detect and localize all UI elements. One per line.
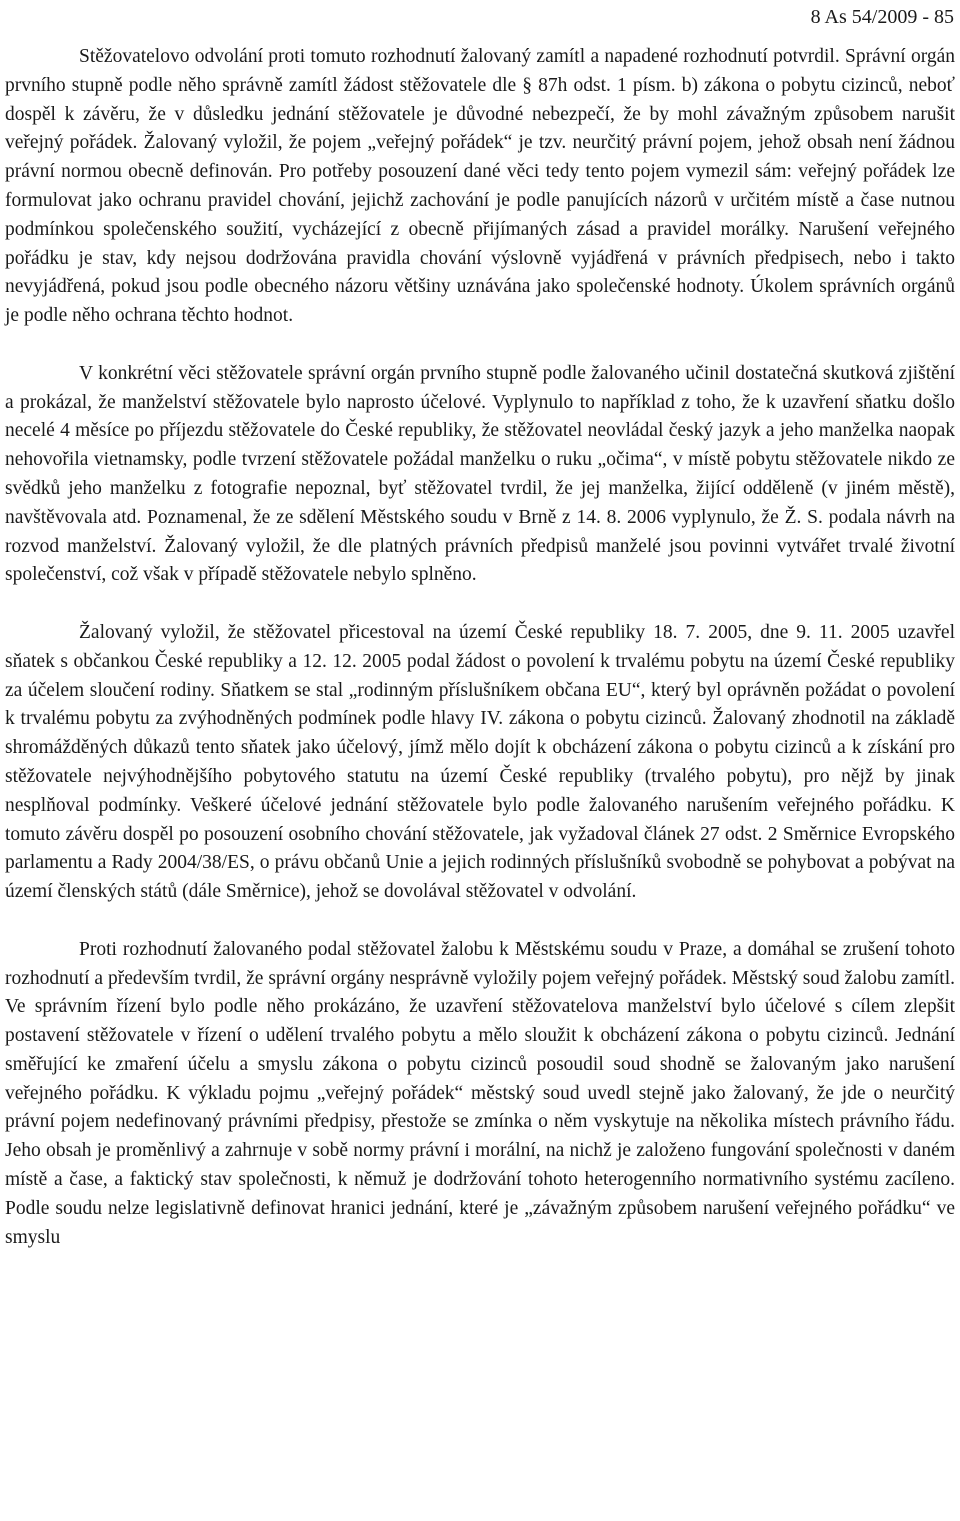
page-header-case-number: 8 As 54/2009 - 85 xyxy=(810,6,954,28)
paragraph-factual-findings: V konkrétní věci stěžovatele správní orgán prvního stupně podle žalovaného učinil dostatečná skutková zjištění a prokázal, že manželství stěžovatele bylo naprosto účelové. Vyplynulo to například z toho, že k uzavření sňatku došlo necelé 4 měsíce po příjezdu stěžovatele do České republiky, že stěžovatel neovládal český jazyk a jeho manželka naopak nehovořila vietnamsky, podle tvrzení stěžovatele požádal manželku o ruku „očima“, v místě pobytu stěžovatele nikdo ze svědků jeho manželku z fotografie nepoznal, byť stěžovatel tvrdil, že jej manželka, žijící odděleně (v jiném městě), navštěvovala atd. Poznamenal, že ze sdělení Městského soudu v Brně z 14. 8. 2006 vyplynulo, že Ž. S. podala návrh na rozvod manželství. Žalovaný vyložil, že dle platných právních předpisů manželé jsou povinni vytvářet trvalé životní společenství, což však v případě stěžovatele nebylo splněno. xyxy=(5,362,955,586)
document-body xyxy=(5,43,955,1252)
paragraph-marriage-assessment: Žalovaný vyložil, že stěžovatel přicestoval na území České republiky 18. 7. 2005, dne 9. 11. 2005 uzavřel sňatek s občankou České republiky a 12. 12. 2005 podal žádost o povolení k trvalému pobytu na území České republiky za účelem sloučení rodiny. Sňatkem se stal „rodinným příslušníkem občana EU“, který byl oprávněn požádat o povolení k trvalému pobytu za zvýhodněných podmínek podle hlavy IV. zákona o pobytu cizinců. Žalovaný zhodnotil na základě shromážděných důkazů tento sňatek jako účelový, jímž mělo dojít k obcházení zákona o pobytu cizinců a k získání pro stěžovatele nejvýhodnějšího pobytového statutu na území České republiky (trvalého pobytu), pro nějž by jinak nesplňoval podmínky. Veškeré účelové jednání stěžovatele bylo podle žalovaného narušením veřejného pořádku. K tomuto závěru dospěl po posouzení osobního chování stěžovatele, jak vyžadoval článek 27 odst. 2 Směrnice Evropského parlamentu a Rady 2004/38/ES, o právu občanů Unie a jejich rodinných příslušníků svobodně se pohybovat a pobývat na území členských států (dále Směrnice), jehož se dovolával stěžovatel v odvolání. xyxy=(5,621,955,903)
paragraph-appeal-dismissal: Stěžovatelovo odvolání proti tomuto rozhodnutí žalovaný zamítl a napadené rozhodnutí potvrdil. Správní orgán prvního stupně podle něho správně zamítl žádost stěžovatele dle § 87h odst. 1 písm. b) zákona o pobytu cizinců, neboť dospěl k závěru, že v důsledku jednání stěžovatele je důvodné nebezpečí, že by mohl závažným způsobem narušit veřejný pořádek. Žalovaný vyložil, že pojem „veřejný pořádek“ je tzv. neurčitý právní pojem, jehož obsah není žádnou právní normou obecně definován. Pro potřeby posouzení dané věci tedy tento pojem vymezil sám: veřejný pořádek lze formulovat jako ochranu pravidel chování, jejichž zachování je podle panujících názorů v určitém místě a čase nutnou podmínkou společenského soužití, vycházející z obecně přijímaných zásad a pravidel morálky. Narušení veřejného pořádku je stav, kdy nejsou dodržována pravidla chování výslovně vyjádřená v právních předpisech, nebo i takto nevyjádřená, pokud jsou podle obecného názoru většiny uznávána jako společenské hodnoty. Úkolem správních orgánů je podle něho ochrana těchto hodnot. xyxy=(5,46,955,327)
paragraph-court-action: Proti rozhodnutí žalovaného podal stěžovatel žalobu k Městskému soudu v Praze, a domáhal se zrušení tohoto rozhodnutí a především tvrdil, že správní orgány nesprávně vyložily pojem veřejný pořádek. Městský soud žalobu zamítl. Ve správním řízení bylo podle něho prokázáno, že uzavření stěžovatelova manželství bylo účelové s cílem zlepšit postavení stěžovatele v řízení o udělení trvalého pobytu a mělo sloužit k obcházení zákona o pobytu cizinců. Jednání směřující ke zmaření účelu a smyslu zákona o pobytu cizinců posoudil soud shodně se žalovaným jako narušení veřejného pořádku. K výkladu pojmu „veřejný pořádek“ městský soud uvedl stejně jako žalovaný, že jde o neurčitý právní pojem nedefinovaný právními předpisy, přestože se zmínka o něm vyskytuje na několika místech právního řádu. Jeho obsah je proměnlivý a zahrnuje v sobě normy právní i morální, na nichž je založeno fungování společnosti v daném místě a čase, a faktický stav společnosti, k němuž je dodržování tohoto heterogenního normativního systému zacíleno. Podle soudu nelze legislativně definovat hranici jednání, které je „závažným způsobem narušení veřejného pořádku“ ve smyslu xyxy=(5,938,955,1248)
